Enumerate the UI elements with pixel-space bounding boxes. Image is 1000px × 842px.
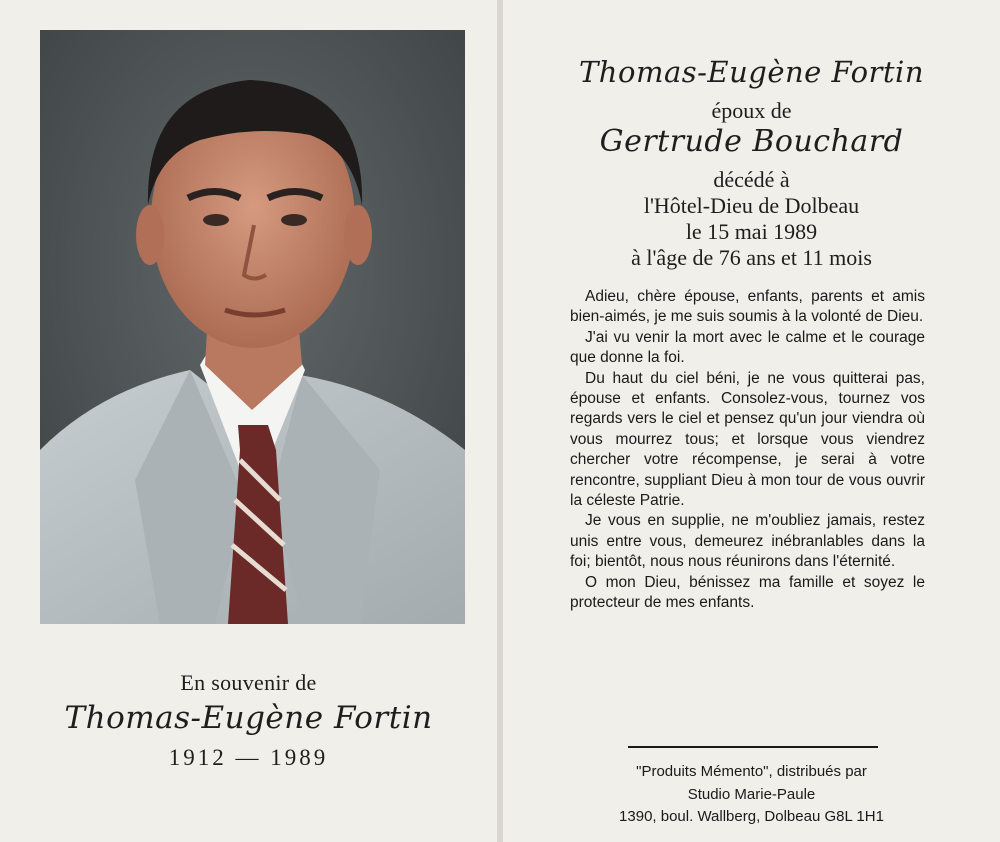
in-memory-label: En souvenir de — [180, 670, 317, 695]
deceased-at-label: décédé à — [713, 167, 790, 192]
farewell-verse — [570, 287, 925, 614]
deceased-name: Thomas-Eugène Fortin — [64, 700, 433, 736]
spouse-label: époux de — [711, 98, 792, 123]
place-of-death: l'Hôtel-Dieu de Dolbeau — [643, 193, 860, 218]
verse-paragraph: Je vous en supplie, ne m'oubliez jamais, restez unis entre vous, demeurez inébranlables dans la foi; bientôt, nous nous réunirons dans l'éternité. — [570, 512, 925, 571]
memorial-card-back — [503, 0, 1000, 842]
printer-studio: Studio Marie-Paule — [687, 786, 816, 803]
deceased-name-heading: Thomas-Eugène Fortin — [578, 55, 925, 89]
verse-paragraph: Du haut du ciel béni, je ne vous quitterai pas, épouse et enfants. Consolez-vous, tournez vos regards vers le ciel et pensez qu'un jour viendra où vous mourrez tous; et lorsque vous viendrez chercher votre récompense, je serai à votre rencontre, suppliant Dieu à mon tour de vous ouvrir la céleste Patrie. — [570, 369, 925, 510]
verse-paragraph: Adieu, chère épouse, enfants, parents et amis bien-aimés, je me suis soumis à la volonté de Dieu. — [570, 288, 925, 326]
portrait-photo — [40, 30, 465, 624]
verse-paragraph: O mon Dieu, bénissez ma famille et soyez le protecteur de mes enfants. — [570, 573, 925, 612]
spouse-name: Gertrude Bouchard — [599, 124, 904, 159]
verse-paragraph: J'ai vu venir la mort avec le calme et le courage que donne la foi. — [570, 328, 925, 367]
age-at-death: à l'âge de 76 ans et 11 mois — [631, 245, 872, 270]
memorial-card-front — [0, 0, 497, 842]
life-years: 1912 — 1989 — [168, 745, 329, 770]
divider-line — [628, 746, 878, 748]
portrait-illustration — [40, 30, 465, 624]
printer-address: 1390, boul. Wallberg, Dolbeau G8L 1H1 — [619, 808, 884, 825]
date-of-death: le 15 mai 1989 — [685, 219, 818, 244]
printer-credit: "Produits Mémento", distribués par — [636, 763, 867, 780]
